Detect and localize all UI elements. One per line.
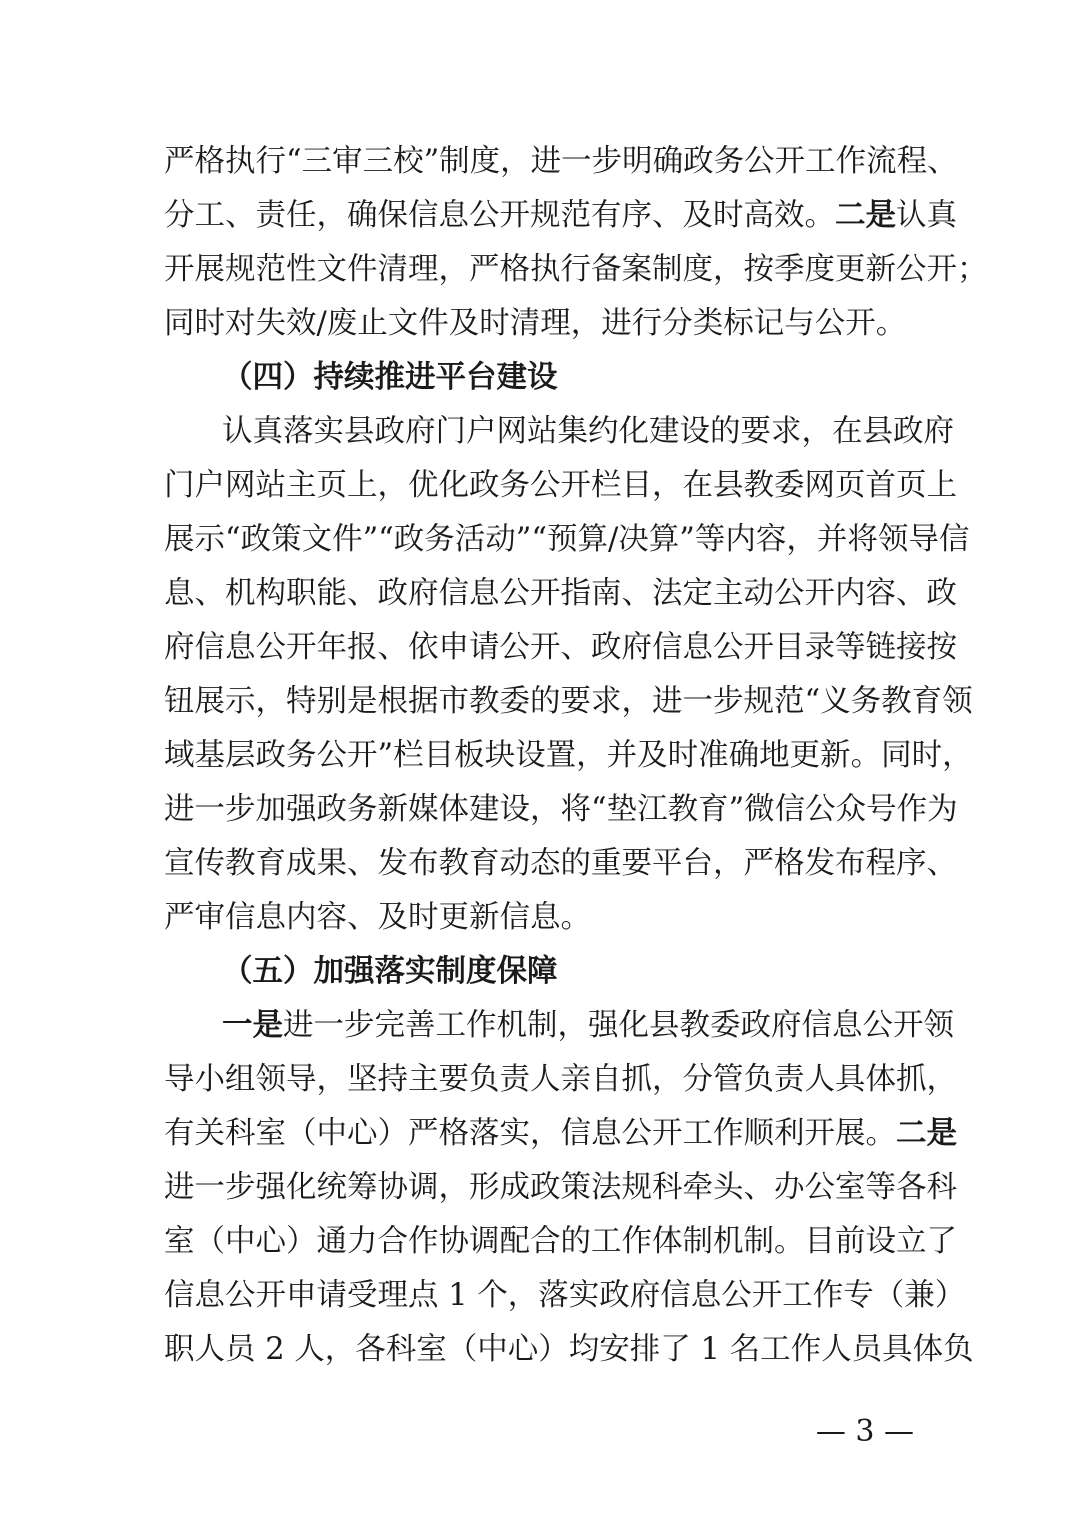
emphasis-label: 一是 xyxy=(222,1008,283,1043)
text-span: 认真 xyxy=(896,198,957,233)
text-line: 钮展示，特别是根据市教委的要求，进一步规范“义务教育领 xyxy=(164,684,973,719)
text-line: 息、机构职能、政府信息公开指南、法定主动公开内容、政 xyxy=(164,576,957,611)
text-line xyxy=(164,194,957,238)
text-line: 府信息公开年报、依申请公开、政府信息公开目录等链接按 xyxy=(164,630,957,665)
text-line: 宣传教育成果、发布教育动态的重要平台，严格发布程序、 xyxy=(164,846,957,881)
text-line: 进一步强化统筹协调，形成政策法规科牵头、办公室等各科 xyxy=(164,1170,957,1205)
text-span: 进一步完善工作机制，强化县教委政府信息公开领 xyxy=(283,1008,954,1043)
text-line: 信息公开申请受理点 1 个，落实政府信息公开工作专（兼） xyxy=(164,1278,966,1313)
text-line: 严格执行“三审三校”制度，进一步明确政务公开工作流程、 xyxy=(164,144,958,179)
text-line: 严审信息内容、及时更新信息。 xyxy=(164,900,591,935)
text-line xyxy=(164,1112,957,1156)
text-span: 分工、责任，确保信息公开规范有序、及时高效。 xyxy=(164,198,835,233)
text-line: 职人员 2 人，各科室（中心）均安排了 1 名工作人员具体负 xyxy=(164,1332,974,1367)
page-number: — 3 — xyxy=(815,1414,914,1449)
section-heading: （四）持续推进平台建设 xyxy=(222,360,558,395)
text-line: 开展规范性文件清理，严格执行备案制度，按季度更新公开； xyxy=(164,252,988,287)
text-line: 展示“政策文件”“政务活动”“预算/决算”等内容，并将领导信 xyxy=(164,522,970,557)
section-heading: （五）加强落实制度保障 xyxy=(222,954,558,989)
text-line: 同时对失效/废止文件及时清理，进行分类标记与公开。 xyxy=(164,306,907,341)
text-line: 进一步加强政务新媒体建设，将“垫江教育”微信公众号作为 xyxy=(164,792,958,827)
text-line: 导小组领导，坚持主要负责人亲自抓，分管负责人具体抓， xyxy=(164,1062,957,1097)
emphasis-label: 二是 xyxy=(835,198,896,233)
text-line: 认真落实县政府门户网站集约化建设的要求，在县政府 xyxy=(222,414,954,449)
text-span: 有关科室（中心）严格落实，信息公开工作顺利开展。 xyxy=(164,1116,896,1151)
text-line: 门户网站主页上，优化政务公开栏目，在县教委网页首页上 xyxy=(164,468,957,503)
text-line: 室（中心）通力合作协调配合的工作体制机制。目前设立了 xyxy=(164,1224,957,1259)
emphasis-label: 二是 xyxy=(896,1116,957,1151)
text-line xyxy=(222,1004,954,1048)
text-line: 域基层政务公开”栏目板块设置，并及时准确地更新。同时， xyxy=(164,738,973,773)
